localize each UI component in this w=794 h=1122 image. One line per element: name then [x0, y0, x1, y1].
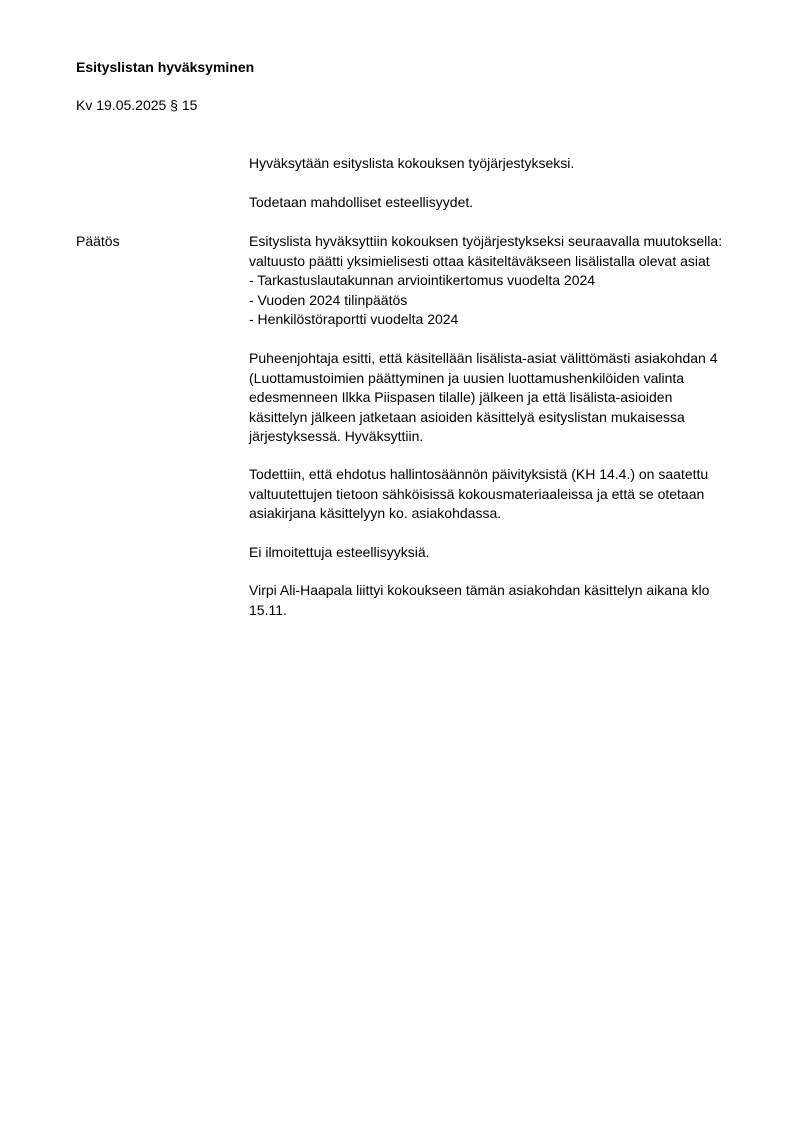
decision-label: Päätös [76, 233, 120, 249]
decision-paragraph-4 [249, 543, 759, 563]
text-line: (Luottamustoimien päättyminen ja uusien luottamushenkilöiden valinta [249, 369, 685, 386]
proposal-line: Todetaan mahdolliset esteellisyydet. [249, 194, 474, 210]
decision-paragraph-3 [249, 465, 759, 524]
text-line: Virpi Ali-Haapala liittyi kokoukseen tämän asiakohdan käsittelyn aikana klo [249, 582, 710, 598]
text-line: 15.11. [249, 601, 287, 618]
text-line: valtuutettujen tietoon sähköisissä kokousmateriaaleissa ja että se otetaan [249, 485, 705, 502]
text-line: Esityslista hyväksyttiin kokouksen työjärjestykseksi seuraavalla muutoksella: [249, 233, 723, 249]
list-item: - Vuoden 2024 tilinpäätös [249, 291, 408, 308]
text-line: Ei ilmoitettuja esteellisyyksiä. [249, 544, 430, 560]
text-line: Todettiin, että ehdotus hallintosäännön päivityksistä (KH 14.4.) on saatettu [249, 466, 709, 482]
meeting-reference: Kv 19.05.2025 § 15 [76, 97, 198, 113]
text-line: asiakirjana käsittelyyn ko. asiakohdassa. [249, 505, 502, 521]
text-line: valtuusto päätti yksimielisesti ottaa käsiteltäväkseen lisälistalla olevat asiat [249, 252, 710, 269]
proposal-line: Hyväksytään esityslista kokouksen työjärjestykseksi. [249, 155, 575, 171]
list-item: - Tarkastuslautakunnan arviointikertomus vuodelta 2024 [249, 272, 596, 288]
decision-paragraph-2 [249, 349, 759, 447]
decision-paragraph-1 [249, 232, 759, 330]
text-line: järjestyksessä. Hyväksyttiin. [249, 428, 424, 444]
decision-paragraph-5 [249, 581, 759, 620]
text-line: Puheenjohtaja esitti, että käsitellään lisälista-asiat välittömästi asiakohdan 4 [249, 350, 718, 366]
document-title: Esityslistan hyväksyminen [76, 59, 255, 75]
proposal-section [249, 154, 759, 174]
text-line: edesmenneen Ilkka Piispasen tilalle) jälkeen ja että lisälista-asioiden [249, 389, 673, 405]
list-item: - Henkilöstöraportti vuodelta 2024 [249, 311, 459, 327]
text-line: käsittelyn jälkeen jatketaan asioiden käsittelyä esityslistan mukaisessa [249, 408, 685, 425]
proposal-section-2 [249, 193, 759, 213]
